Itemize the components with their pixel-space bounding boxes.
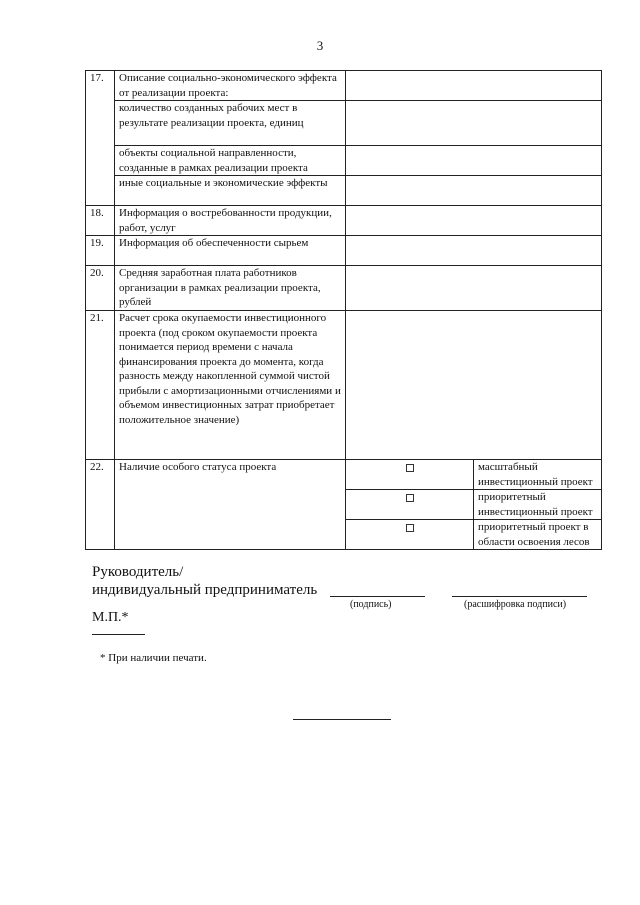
footnote: * При наличии печати. — [100, 652, 207, 664]
row-number: 19. — [86, 236, 115, 266]
row-label: объекты социальной направленности, созданные в рамках реализации проекта — [115, 146, 346, 176]
value-cell[interactable] — [346, 176, 602, 206]
signature-caption: (подпись) — [350, 599, 392, 610]
table-row — [86, 206, 602, 236]
project-info-table — [85, 70, 602, 550]
option-label: масштабный инвестиционный проект — [474, 460, 602, 490]
signatory-role — [92, 563, 317, 599]
row-label: Наличие особого статуса проекта — [115, 460, 346, 550]
page-number: 3 — [316, 38, 324, 53]
end-divider — [293, 719, 391, 720]
row-label: Информация об обеспеченности сырьем — [115, 236, 346, 266]
signature-decode-caption: (расшифровка подписи) — [464, 599, 567, 610]
row-label: иные социальные и экономические эффекты — [115, 176, 346, 206]
table-row — [86, 460, 602, 490]
row-label: Расчет срока окупаемости инвестиционного проекта (под сроком окупаемости проекта понимается период времени с начала финансирования проекта до момента, когда разность между накопленной суммой чистой прибыли с амортизационными отчислениями и объемом инвестиционных затрат приобретает положительное значение) — [115, 311, 346, 460]
table-row — [86, 71, 602, 101]
row-number: 22. — [86, 460, 115, 550]
role-line-1: Руководитель/ — [92, 564, 184, 580]
row-number: 21. — [86, 311, 115, 460]
row-number: 18. — [86, 206, 115, 236]
table-row — [86, 236, 602, 266]
seal-label: М.П.* — [92, 610, 129, 625]
option-checkbox[interactable] — [346, 460, 474, 490]
value-cell[interactable] — [346, 311, 602, 460]
table-row — [86, 146, 602, 176]
row-label: Описание социально-экономического эффекта от реализации проекта: — [115, 71, 346, 101]
checkbox-icon[interactable] — [406, 524, 414, 532]
value-cell[interactable] — [346, 206, 602, 236]
value-cell[interactable] — [346, 101, 602, 146]
table-row — [86, 266, 602, 311]
role-line-2: индивидуальный предприниматель — [92, 582, 318, 598]
row-number: 17. — [86, 71, 115, 101]
value-cell[interactable] — [346, 266, 602, 311]
signature-line[interactable] — [330, 596, 425, 597]
checkbox-icon[interactable] — [406, 494, 414, 502]
row-label: количество созданных рабочих мест в результате реализации проекта, единиц — [115, 101, 346, 146]
value-cell[interactable] — [346, 236, 602, 266]
row-label: Средняя заработная плата работников организации в рамках реализации проекта, рублей — [115, 266, 346, 311]
table-row — [86, 176, 602, 206]
row-label: Информация о востребованности продукции, работ, услуг — [115, 206, 346, 236]
checkbox-icon[interactable] — [406, 464, 414, 472]
option-checkbox[interactable] — [346, 520, 474, 550]
seal-underline — [92, 634, 145, 635]
option-checkbox[interactable] — [346, 490, 474, 520]
row-number: 20. — [86, 266, 115, 311]
value-cell[interactable] — [346, 146, 602, 176]
table-row — [86, 101, 602, 146]
signature-decode-line[interactable] — [452, 596, 587, 597]
table-row — [86, 311, 602, 460]
value-cell[interactable] — [346, 71, 602, 101]
option-label: приоритетный инвестиционный проект — [474, 490, 602, 520]
option-label: приоритетный проект в области освоения лесов — [474, 520, 602, 550]
